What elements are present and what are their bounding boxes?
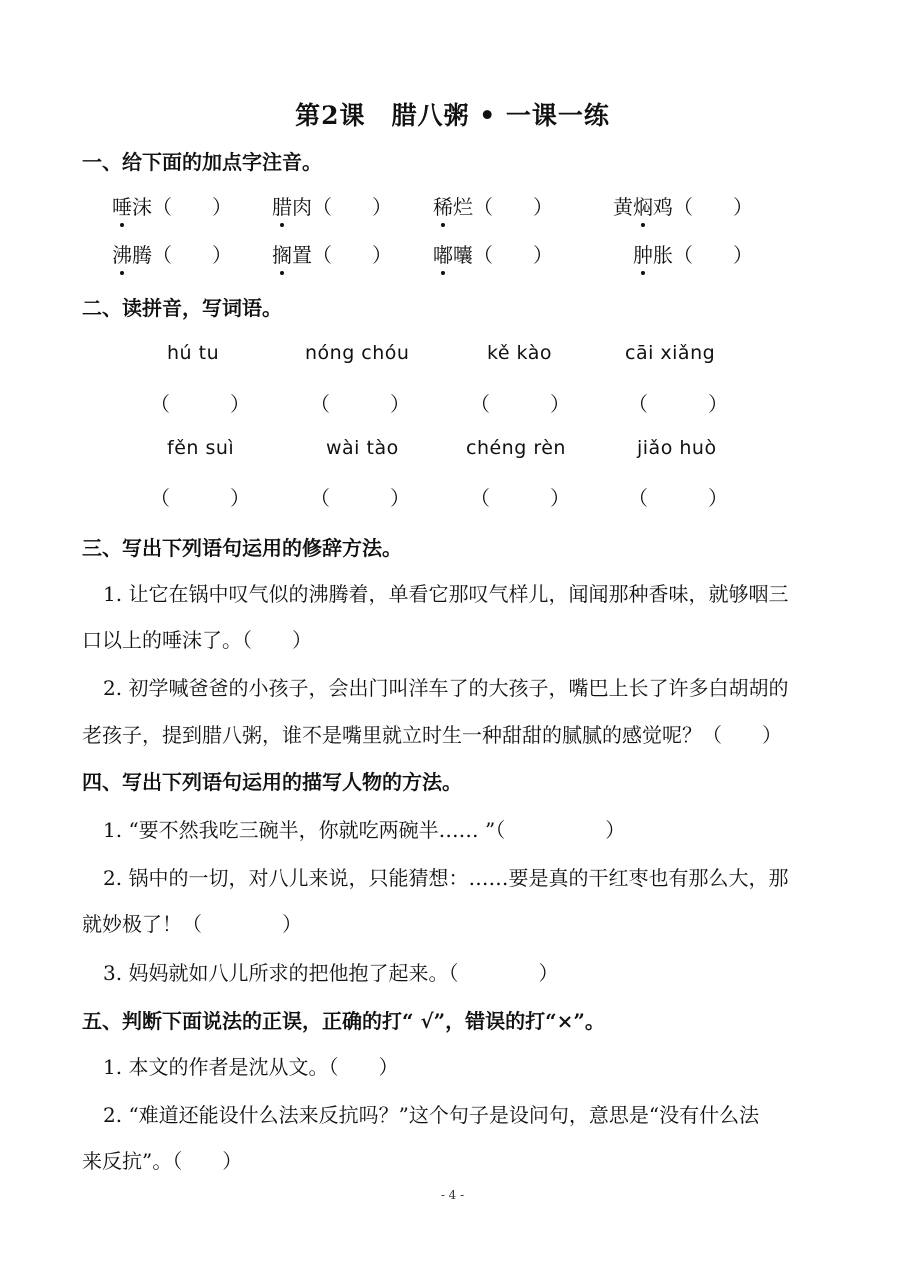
phonetic-item: 嘟囔（ ） (433, 239, 553, 268)
phonetic-item: 腊肉（ ） (272, 191, 392, 220)
answer-blank: （ ） (310, 392, 410, 416)
answer-blank: （ ） (470, 486, 570, 510)
section-1-heading: 一、给下面的加点字注音。 (82, 150, 322, 174)
pinyin-label: nóng chóu (305, 342, 410, 364)
question-text: 2. 初学喊爸爸的小孩子，会出门叫洋车了的大孩子，嘴巴上长了许多白胡胡的 (103, 676, 789, 700)
pinyin-label: jiǎo huò (637, 437, 717, 459)
question-text: 2. 锅中的一切，对八儿来说，只能猜想：……要是真的干红枣也有那么大，那 (103, 866, 789, 890)
section-4-heading: 四、写出下列语句运用的描写人物的方法。 (82, 770, 462, 794)
section-2-heading: 二、读拼音，写词语。 (82, 296, 282, 320)
question-text: 老孩子，提到腊八粥，谁不是嘴里就立时生一种甜甜的腻腻的感觉呢？（ ） (82, 723, 782, 747)
phonetic-item: 黄焖鸡（ ） (613, 191, 753, 220)
pinyin-label: hú tu (167, 342, 220, 364)
question-text: 2. “难道还能设什么法来反抗吗？”这个句子是设问句，意思是“没有什么法 (103, 1103, 760, 1127)
question-text: 3. 妈妈就如八儿所求的把他抱了起来。（ ） (103, 961, 559, 985)
page-title: 第2课 腊八粥 • 一课一练 (295, 101, 610, 130)
pinyin-label: chéng rèn (466, 437, 566, 459)
pinyin-label: fěn suì (167, 437, 235, 459)
pinyin-label: kě kào (487, 342, 552, 364)
section-3-heading: 三、写出下列语句运用的修辞方法。 (82, 536, 402, 560)
answer-blank: （ ） (150, 486, 250, 510)
pinyin-label: wài tào (326, 437, 399, 459)
phonetic-item: 唾沫（ ） (112, 191, 232, 220)
answer-blank: （ ） (628, 486, 728, 510)
answer-blank: （ ） (150, 392, 250, 416)
phonetic-item: 搁置（ ） (272, 239, 392, 268)
phonetic-item: 稀烂（ ） (433, 191, 553, 220)
question-text: 来反抗”。（ ） (82, 1149, 243, 1173)
answer-blank: （ ） (628, 392, 728, 416)
question-text: 1. 本文的作者是沈从文。（ ） (103, 1055, 399, 1079)
answer-blank: （ ） (310, 486, 410, 510)
question-text: 1. “要不然我吃三碗半，你就吃两碗半…… ”（ ） (103, 818, 626, 842)
question-text: 1. 让它在锅中叹气似的沸腾着，单看它那叹气样儿，闻闻那种香味，就够咽三 (103, 582, 789, 606)
page-number: - 4 - (440, 1188, 465, 1202)
phonetic-item: 肿胀（ ） (633, 239, 753, 268)
question-text: 口以上的唾沫了。（ ） (82, 628, 312, 652)
answer-blank: （ ） (470, 392, 570, 416)
question-text: 就妙极了！（ ） (82, 912, 302, 936)
pinyin-label: cāi xiǎng (625, 342, 716, 364)
phonetic-item: 沸腾（ ） (112, 239, 232, 268)
section-5-heading: 五、判断下面说法的正误，正确的打“ √”，错误的打“×”。 (82, 1009, 605, 1033)
